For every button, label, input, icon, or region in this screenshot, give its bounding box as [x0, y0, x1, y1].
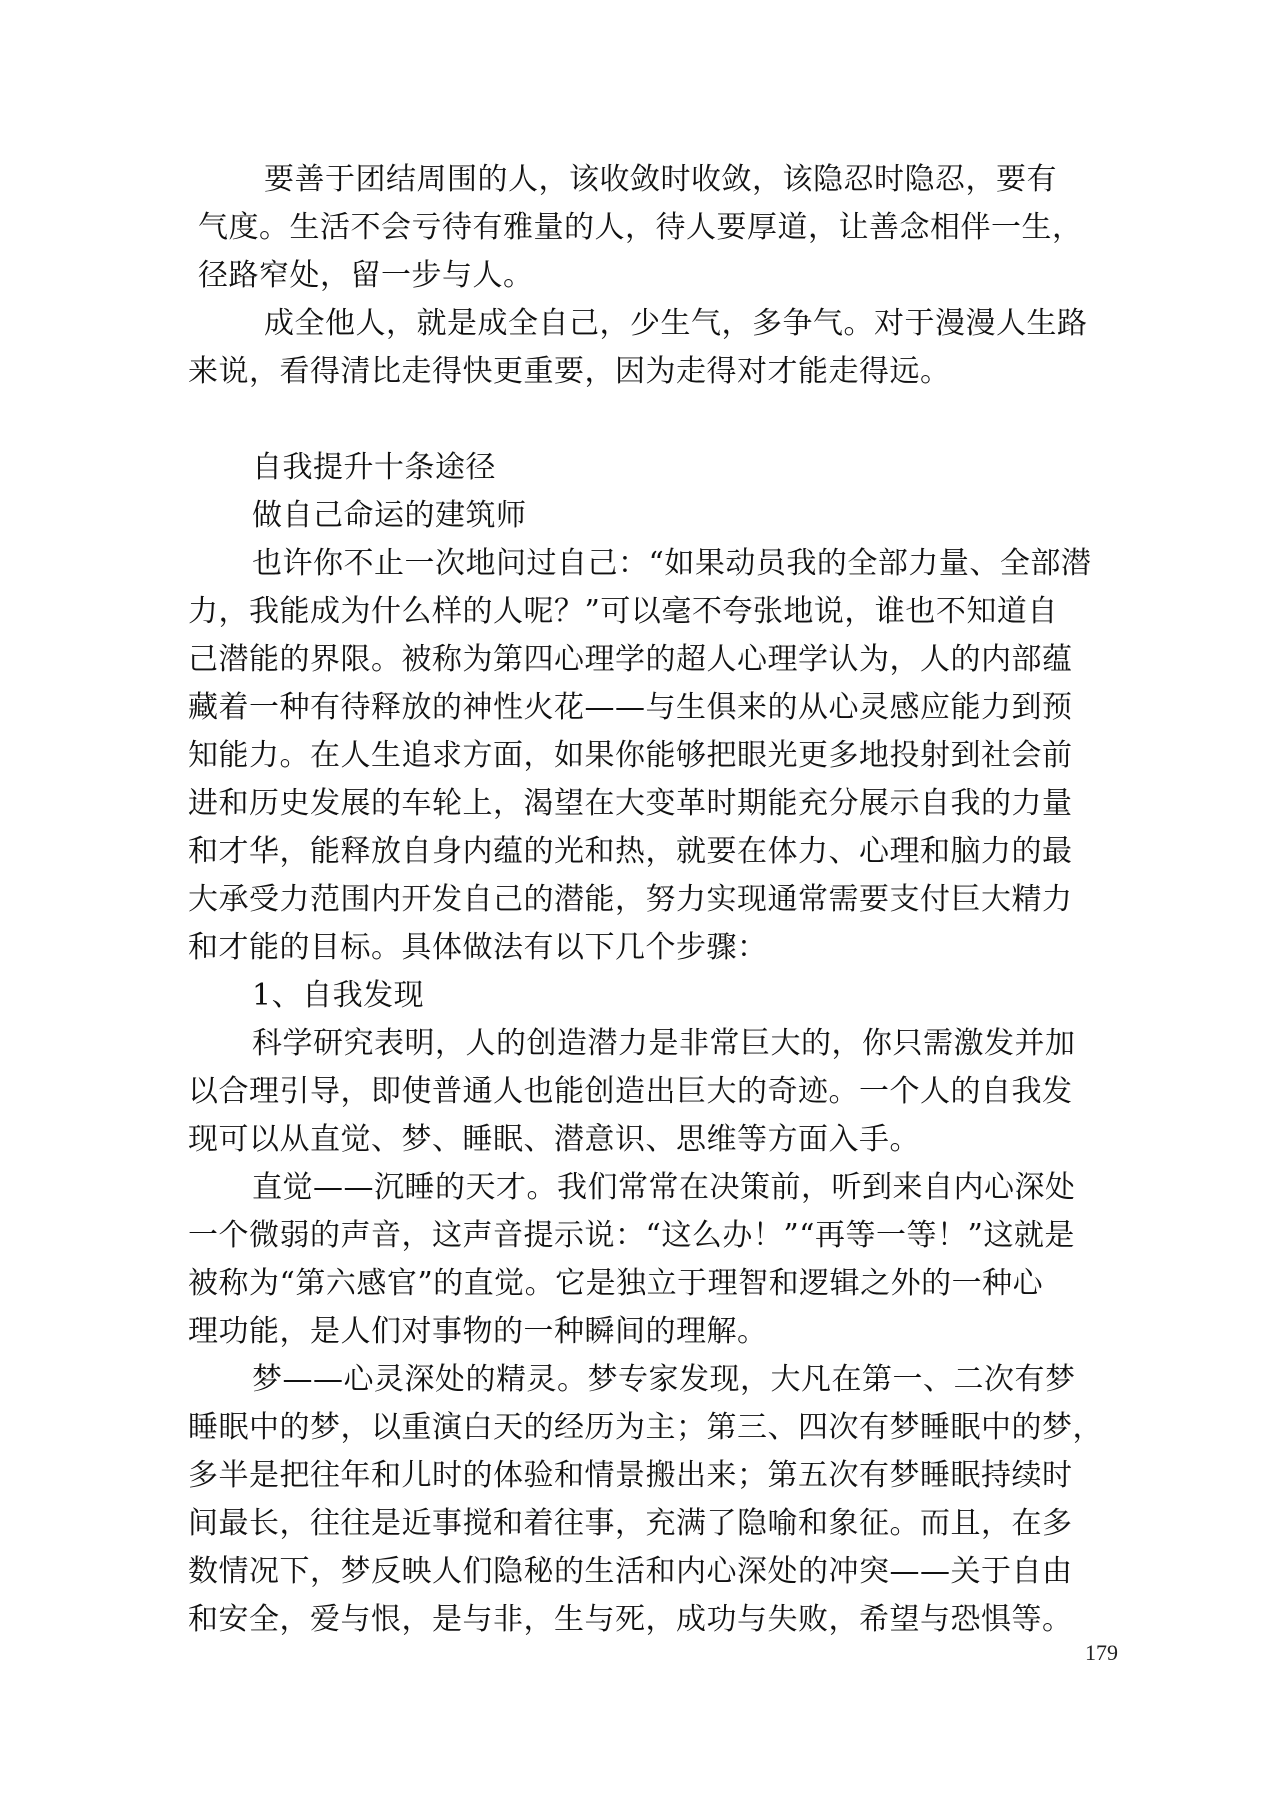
- text-line: 和才华，能释放自身内蕴的光和热，就要在体力、心理和脑力的最: [188, 834, 1073, 869]
- text-line: 来说，看得清比走得快更重要，因为走得对才能走得远。: [188, 354, 951, 389]
- text-line: 多半是把往年和儿时的体验和情景搬出来；第五次有梦睡眠持续时: [188, 1458, 1073, 1493]
- text-line: 直觉——沉睡的天才。我们常常在决策前，听到来自内心深处: [252, 1170, 1076, 1205]
- list-item-heading: 1、自我发现: [252, 978, 425, 1013]
- text-line: 己潜能的界限。被称为第四心理学的超人心理学认为，人的内部蕴: [188, 642, 1073, 677]
- section-subheading: 做自己命运的建筑师: [252, 498, 527, 533]
- text-line: 科学研究表明，人的创造潜力是非常巨大的，你只需激发并加: [252, 1026, 1076, 1061]
- page-number: 179: [1085, 1640, 1118, 1665]
- text-line: 和安全，爱与恨，是与非，生与死，成功与失败，希望与恐惧等。: [188, 1602, 1073, 1637]
- text-line: 大承受力范围内开发自己的潜能，努力实现通常需要支付巨大精力: [188, 882, 1073, 917]
- text-line: 和才能的目标。具体做法有以下几个步骤：: [188, 930, 768, 965]
- section-heading: 自我提升十条途径: [252, 450, 496, 485]
- text-line: 径路窄处，留一步与人。: [198, 258, 534, 293]
- text-line: 藏着一种有待释放的神性火花——与生俱来的从心灵感应能力到预: [188, 690, 1073, 725]
- text-line: 也许你不止一次地问过自己：“如果动员我的全部力量、全部潜: [252, 546, 1092, 581]
- text-line: 一个微弱的声音，这声音提示说：“这么办！”“再等一等！”这就是: [188, 1218, 1075, 1253]
- text-line: 睡眠中的梦，以重演白天的经历为主；第三、四次有梦睡眠中的梦，: [188, 1410, 1103, 1445]
- text-line: 现可以从直觉、梦、睡眠、潜意识、思维等方面入手。: [188, 1122, 920, 1157]
- text-line: 要善于团结周围的人，该收敛时收敛，该隐忍时隐忍，要有: [264, 162, 1057, 197]
- text-line: 气度。生活不会亏待有雅量的人，待人要厚道，让善念相伴一生，: [198, 210, 1083, 245]
- text-line: 理功能，是人们对事物的一种瞬间的理解。: [188, 1314, 768, 1349]
- text-line: 知能力。在人生追求方面，如果你能够把眼光更多地投射到社会前: [188, 738, 1073, 773]
- text-line: 梦——心灵深处的精灵。梦专家发现，大凡在第一、二次有梦: [252, 1362, 1076, 1397]
- text-line: 被称为“第六感官”的直觉。它是独立于理智和逻辑之外的一种心: [188, 1266, 1044, 1301]
- text-line: 数情况下，梦反映人们隐秘的生活和内心深处的冲突——关于自由: [188, 1554, 1073, 1589]
- text-line: 成全他人，就是成全自己，少生气，多争气。对于漫漫人生路: [264, 306, 1088, 341]
- text-line: 间最长，往往是近事搅和着往事，充满了隐喻和象征。而且，在多: [188, 1506, 1073, 1541]
- text-line: 以合理引导，即使普通人也能创造出巨大的奇迹。一个人的自我发: [188, 1074, 1073, 1109]
- text-line: 力，我能成为什么样的人呢？”可以毫不夸张地说，谁也不知道自: [188, 594, 1058, 629]
- text-line: 进和历史发展的车轮上，渴望在大变革时期能充分展示自我的力量: [188, 786, 1073, 821]
